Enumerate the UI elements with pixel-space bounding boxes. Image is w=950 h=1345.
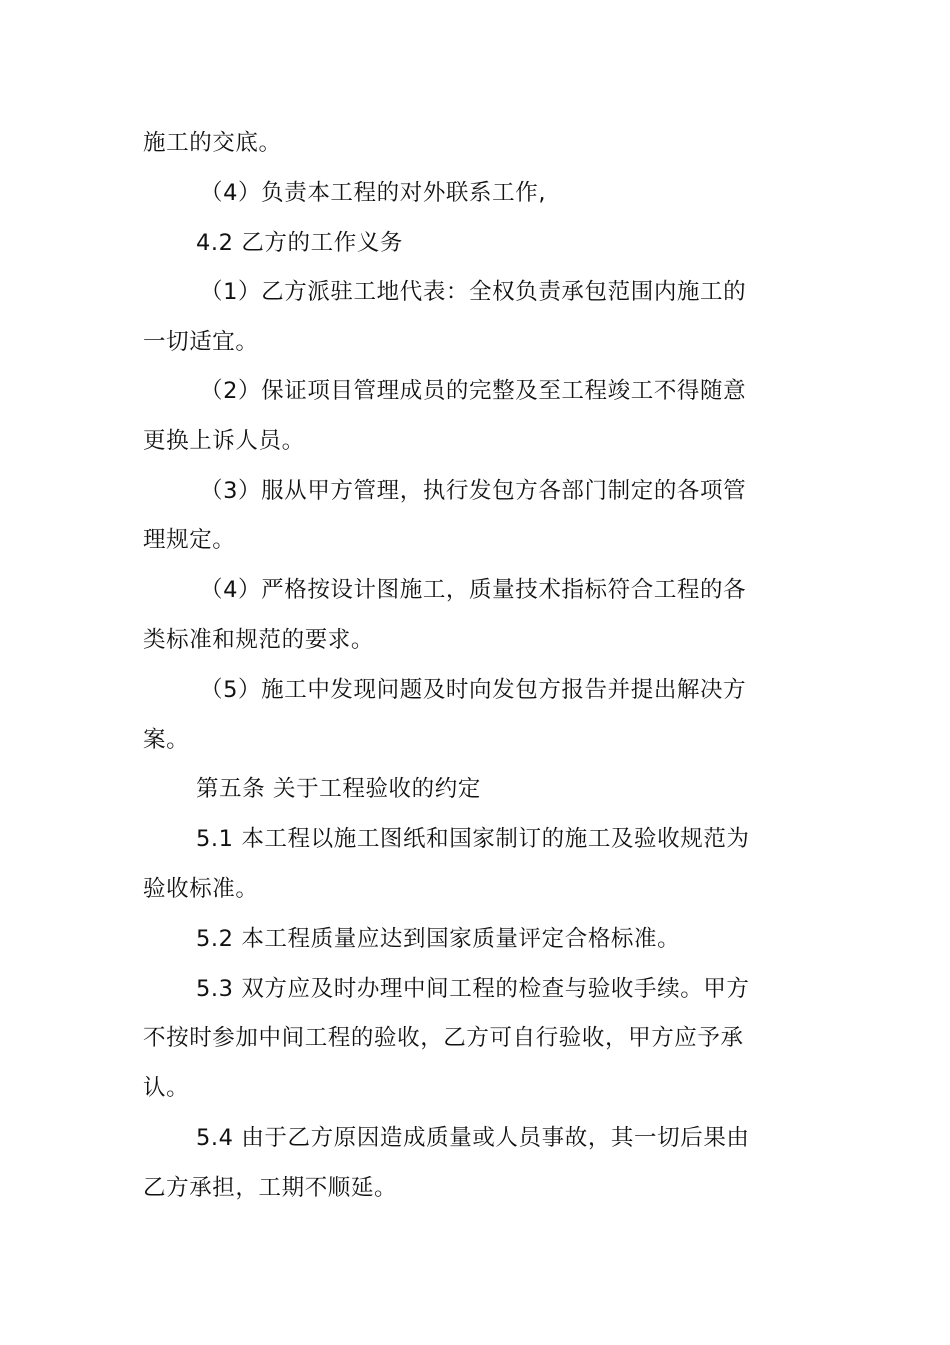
text-line: 施工的交底。 — [143, 130, 282, 156]
text-line: （4）严格按设计图施工，质量技术指标符合工程的各 — [200, 577, 747, 603]
text-line: 乙方承担，工期不顺延。 — [143, 1175, 398, 1201]
section-heading: 4.2 乙方的工作义务 — [196, 230, 404, 256]
text-line: （4）负责本工程的对外联系工作, — [200, 180, 547, 206]
text-line: 案。 — [143, 727, 190, 753]
text-line: 5.3 双方应及时办理中间工程的检查与验收手续。甲方 — [196, 976, 750, 1002]
text-line: （3）服从甲方管理，执行发包方各部门制定的各项管 — [200, 478, 747, 504]
text-line: 5.2 本工程质量应达到国家质量评定合格标准。 — [196, 926, 681, 952]
text-line: 5.1 本工程以施工图纸和国家制订的施工及验收规范为 — [196, 826, 750, 852]
text-line: 更换上诉人员。 — [143, 428, 305, 454]
text-line: （1）乙方派驻工地代表：全权负责承包范围内施工的 — [200, 279, 747, 305]
text-line: （2）保证项目管理成员的完整及至工程竣工不得随意 — [200, 378, 747, 404]
article-heading: 第五条 关于工程验收的约定 — [196, 776, 481, 802]
text-line: （5）施工中发现问题及时向发包方报告并提出解决方 — [200, 677, 747, 703]
text-line: 不按时参加中间工程的验收，乙方可自行验收，甲方应予承 — [143, 1025, 744, 1051]
text-line: 5.4 由于乙方原因造成质量或人员事故，其一切后果由 — [196, 1125, 750, 1151]
text-line: 一切适宜。 — [143, 329, 259, 355]
text-line: 类标准和规范的要求。 — [143, 627, 375, 653]
text-line: 验收标准。 — [143, 876, 259, 902]
text-line: 认。 — [143, 1075, 190, 1101]
text-line: 理规定。 — [143, 527, 236, 553]
